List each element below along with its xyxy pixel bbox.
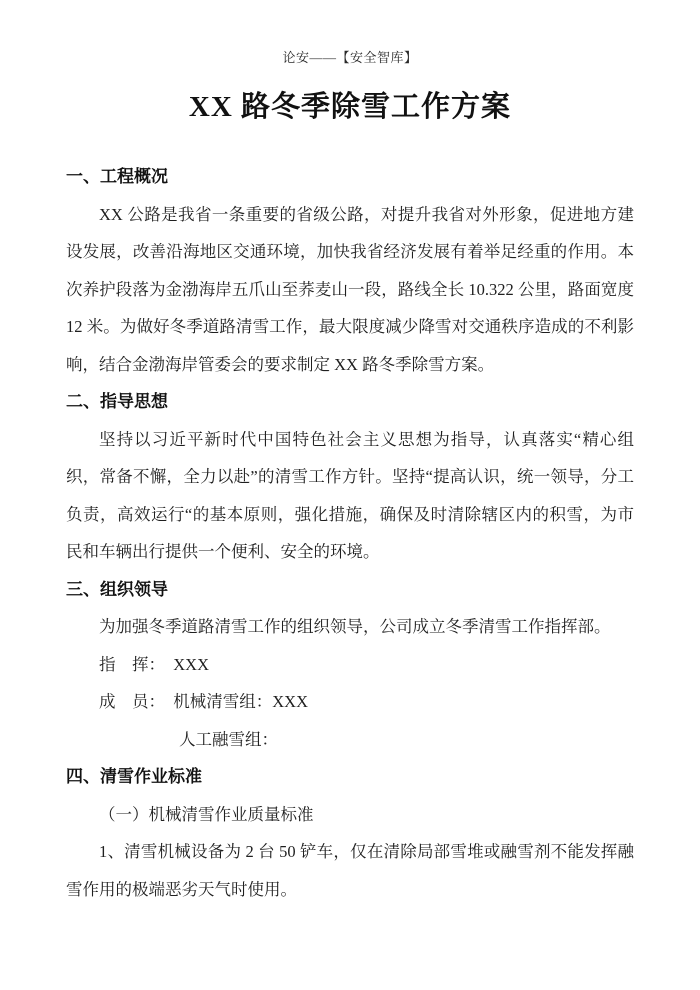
sub-heading-machine-quality-standard: （一）机械清雪作业质量标准 bbox=[99, 804, 314, 824]
paragraph-machine-equipment: 1、清雪机械设备为 2 台 50 铲车，仅在清除局部雪堆或融雪剂不能发挥融雪作用的极端恶劣天气时使用。 bbox=[66, 842, 634, 899]
paragraph-project-overview: XX 公路是我省一条重要的省级公路，对提升我省对外形象，促进地方建设发展，改善沿海地区交通环境，加快我省经济发展有着举足经重的作用。本次养护段落为金渤海岸五爪山至荞麦山一段，路线全长 10.322 公里，路面宽度 12 米。为做好冬季道路清雪工作，最大限度减少降雪对交通秩序造成的不利影响，结合金渤海岸管委会的要求制定 XX 路冬季除雪方案。 bbox=[66, 204, 634, 374]
line-members-manual-group: 人工融雪组： bbox=[179, 729, 278, 749]
document-body bbox=[66, 158, 634, 908]
line-commander: 指 挥： XXX bbox=[99, 654, 209, 674]
document-title: XX 路冬季除雪工作方案 bbox=[188, 91, 512, 123]
section-heading-organization-leadership: 三、组织领导 bbox=[66, 579, 168, 599]
section-heading-snow-clearing-standards: 四、清雪作业标准 bbox=[66, 767, 202, 786]
section-heading-guiding-ideology: 二、指导思想 bbox=[66, 392, 168, 411]
paragraph-organization-leadership: 为加强冬季道路清雪工作的组织领导，公司成立冬季清雪工作指挥部。 bbox=[99, 617, 611, 636]
section-heading-project-overview: 一、工程概况 bbox=[66, 167, 168, 186]
paragraph-guiding-ideology: 坚持以习近平新时代中国特色社会主义思想为指导，认真落实“精心组织，常备不懈，全力以赴”的清雪工作方针。坚持“提高认识，统一领导，分工负责，高效运行“的基本原则，强化措施，确保及时清除辖区内的积雪，为市民和车辆出行提供一个便利、安全的环境。 bbox=[66, 429, 634, 561]
document-header: 论安——【安全智库】 bbox=[282, 50, 418, 65]
line-members-machine-group: 成 员： 机械清雪组：XXX bbox=[99, 692, 308, 711]
